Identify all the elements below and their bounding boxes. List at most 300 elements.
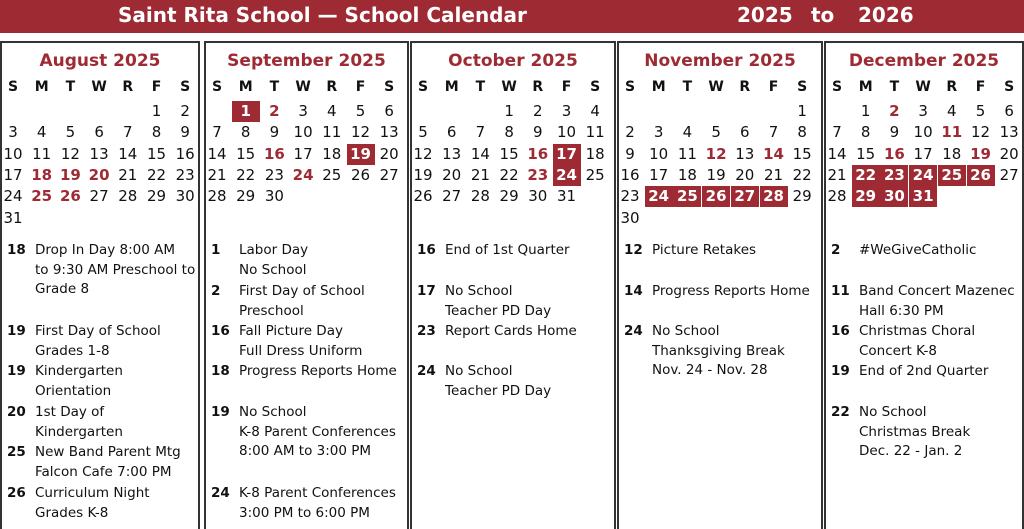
calendar-day: 26 bbox=[350, 165, 371, 184]
calendar-day: 9 bbox=[269, 123, 280, 142]
event-day-number: 2 bbox=[831, 242, 841, 258]
calendar-day: 5 bbox=[355, 102, 366, 120]
event-description bbox=[239, 484, 396, 523]
weekday-label: F bbox=[561, 79, 572, 95]
calendar-day: 2 bbox=[269, 102, 280, 120]
calendar-day: 20 bbox=[442, 165, 462, 184]
event-description bbox=[445, 282, 551, 321]
calendar-day: 30 bbox=[264, 187, 284, 206]
calendar-day: 5 bbox=[975, 102, 986, 120]
calendar-day: 22 bbox=[792, 165, 812, 184]
event-line: Curriculum Night bbox=[35, 485, 150, 501]
calendar-day: 12 bbox=[705, 144, 727, 163]
calendar-day: 30 bbox=[175, 187, 195, 206]
event-entry bbox=[211, 362, 397, 382]
weekday-label: T bbox=[682, 79, 693, 95]
event-entry bbox=[831, 282, 1015, 321]
calendar-day: 29 bbox=[499, 187, 519, 206]
weekday-label: T bbox=[475, 79, 486, 95]
weekday-label: R bbox=[739, 79, 751, 95]
event-day-number: 1 bbox=[211, 242, 221, 258]
calendar-day: 21 bbox=[207, 165, 227, 184]
event-line: No School bbox=[239, 404, 307, 420]
calendar-day: 22 bbox=[236, 165, 256, 184]
event-line: End of 1st Quarter bbox=[445, 242, 570, 258]
calendar-day: 22 bbox=[852, 165, 880, 186]
calendar-day: 7 bbox=[475, 123, 486, 142]
event-description bbox=[239, 282, 365, 321]
calendar-day: 20 bbox=[88, 165, 110, 184]
weekday-label: W bbox=[915, 79, 931, 95]
calendar-day: 1 bbox=[232, 101, 260, 122]
calendar-day: 18 bbox=[322, 144, 342, 163]
event-line: Grades K-8 bbox=[35, 504, 109, 521]
event-description bbox=[239, 322, 362, 361]
calendar-day: 23 bbox=[620, 187, 640, 206]
event-day-number: 24 bbox=[624, 323, 643, 339]
calendar-day: 7 bbox=[768, 123, 779, 142]
calendar-day: 17 bbox=[293, 144, 313, 163]
event-line: Christmas Break bbox=[859, 423, 971, 440]
calendar-day: 15 bbox=[792, 144, 812, 163]
calendar-day: 10 bbox=[3, 144, 23, 163]
year-start: 2025 bbox=[737, 3, 793, 27]
calendar-day: 16 bbox=[175, 144, 195, 163]
event-description bbox=[445, 322, 577, 342]
calendar-day: 6 bbox=[1004, 102, 1014, 120]
event-day-number: 16 bbox=[831, 323, 850, 339]
calendar-day: 11 bbox=[585, 123, 605, 142]
weekday-label: F bbox=[151, 79, 162, 95]
event-entry bbox=[211, 403, 396, 462]
weekday-label: S bbox=[211, 79, 223, 95]
event-day-number: 12 bbox=[624, 242, 643, 258]
event-entry bbox=[417, 362, 551, 401]
calendar-day: 31 bbox=[556, 187, 577, 206]
event-line: Preschool bbox=[239, 302, 304, 319]
event-day-number: 25 bbox=[7, 444, 26, 460]
calendar-day: 26 bbox=[59, 187, 81, 206]
event-entry bbox=[417, 322, 577, 342]
calendar-day: 13 bbox=[442, 144, 462, 163]
event-day-number: 18 bbox=[7, 242, 26, 258]
calendar-day: 6 bbox=[94, 123, 104, 142]
event-entry bbox=[7, 484, 150, 523]
weekday-label: S bbox=[590, 79, 601, 95]
calendar-day: 7 bbox=[212, 123, 222, 142]
event-day-number: 19 bbox=[7, 323, 26, 339]
calendar-header bbox=[0, 0, 1024, 33]
calendar-day: 23 bbox=[175, 165, 195, 184]
event-line: Concert K-8 bbox=[859, 342, 938, 359]
calendar-day: 22 bbox=[146, 165, 167, 184]
calendar-day: 2 bbox=[180, 102, 190, 120]
event-description bbox=[35, 403, 123, 442]
calendar-day: 10 bbox=[649, 144, 669, 163]
event-day-number: 18 bbox=[211, 363, 230, 379]
event-description bbox=[652, 241, 756, 261]
weekday-label: M bbox=[444, 79, 459, 95]
calendar-day: 27 bbox=[999, 165, 1019, 184]
calendar-day: 25 bbox=[31, 187, 53, 206]
calendar-day: 4 bbox=[947, 102, 957, 120]
event-entry bbox=[831, 322, 975, 361]
calendar-day: 26 bbox=[413, 187, 433, 206]
event-line: Progress Reports Home bbox=[652, 283, 810, 299]
event-line: First Day of School bbox=[35, 323, 161, 339]
calendar-day: 1 bbox=[504, 102, 514, 120]
calendar-day: 18 bbox=[677, 165, 697, 184]
event-line: Orientation bbox=[35, 382, 112, 399]
event-description bbox=[35, 241, 195, 300]
event-line: 8:00 AM to 3:00 PM bbox=[239, 443, 372, 459]
event-description bbox=[35, 484, 150, 523]
calendar-day: 19 bbox=[347, 144, 375, 165]
event-line: 1st Day of bbox=[35, 404, 105, 420]
calendar-day: 15 bbox=[856, 144, 876, 163]
calendar-day: 13 bbox=[999, 123, 1019, 142]
event-line: New Band Parent Mtg bbox=[35, 444, 181, 460]
event-entry bbox=[831, 362, 988, 382]
calendar-day: 25 bbox=[938, 165, 966, 186]
calendar-day: 27 bbox=[379, 165, 399, 184]
month-name: November 2025 bbox=[644, 51, 796, 71]
event-description bbox=[859, 241, 976, 261]
calendar-day: 23 bbox=[880, 165, 908, 186]
month-panel bbox=[617, 41, 823, 529]
event-description bbox=[239, 241, 308, 280]
calendar-day: 8 bbox=[504, 123, 514, 142]
calendar-day: 9 bbox=[889, 123, 900, 142]
calendar-day: 19 bbox=[59, 165, 81, 184]
event-line: Band Concert Mazenec bbox=[859, 283, 1015, 299]
event-day-number: 17 bbox=[417, 283, 436, 299]
event-entry bbox=[417, 241, 570, 261]
event-entry bbox=[7, 322, 161, 361]
calendar-day: 10 bbox=[293, 123, 313, 142]
month-name: September 2025 bbox=[227, 51, 386, 71]
event-line: Dec. 22 - Jan. 2 bbox=[859, 443, 963, 459]
event-line: First Day of School bbox=[239, 283, 365, 299]
event-line: Progress Reports Home bbox=[239, 363, 397, 379]
calendar-day: 18 bbox=[31, 165, 53, 184]
calendar-day: 14 bbox=[763, 144, 784, 163]
month-panel bbox=[0, 41, 200, 529]
event-day-number: 19 bbox=[211, 404, 230, 420]
calendar-day: 19 bbox=[706, 165, 726, 184]
calendar-day: 31 bbox=[3, 208, 23, 227]
month-name: December 2025 bbox=[848, 51, 1000, 71]
calendar-day: 13 bbox=[379, 123, 399, 142]
calendar-day: 29 bbox=[236, 187, 256, 206]
event-description bbox=[445, 241, 570, 261]
calendar-day: 24 bbox=[909, 165, 937, 186]
calendar-day: 21 bbox=[118, 165, 138, 184]
calendar-day: 26 bbox=[967, 165, 995, 186]
calendar-day: 5 bbox=[65, 123, 76, 142]
weekday-label: S bbox=[1004, 79, 1015, 95]
weekday-label: M bbox=[34, 79, 49, 95]
calendar-day: 16 bbox=[263, 144, 285, 163]
calendar-day: 24 bbox=[3, 187, 23, 206]
calendar-day: 2 bbox=[889, 102, 900, 120]
calendar-day: 29 bbox=[792, 187, 812, 206]
calendar-day: 10 bbox=[556, 123, 577, 142]
calendar-day: 24 bbox=[645, 186, 673, 207]
event-day-number: 26 bbox=[7, 485, 26, 501]
event-line: No School bbox=[445, 363, 513, 379]
calendar-day: 6 bbox=[384, 102, 394, 120]
calendar-day: 28 bbox=[118, 187, 138, 206]
event-day-number: 23 bbox=[417, 323, 436, 339]
event-day-number: 16 bbox=[211, 323, 230, 339]
event-day-number: 19 bbox=[7, 363, 26, 379]
calendar-day: 20 bbox=[379, 144, 399, 163]
event-day-number: 22 bbox=[831, 404, 850, 420]
event-entry bbox=[7, 362, 123, 401]
weekday-label: W bbox=[91, 79, 107, 95]
weekday-label: T bbox=[65, 79, 76, 95]
calendar-day: 8 bbox=[797, 123, 807, 142]
calendar-day: 4 bbox=[590, 102, 600, 120]
calendar-day: 3 bbox=[918, 102, 928, 120]
event-description bbox=[652, 282, 810, 302]
calendar-day: 12 bbox=[350, 123, 371, 142]
calendar-day: 19 bbox=[970, 144, 991, 163]
calendar-day: 15 bbox=[236, 144, 256, 163]
calendar-day: 24 bbox=[553, 165, 581, 186]
event-entry bbox=[624, 322, 785, 381]
calendar-day: 15 bbox=[499, 144, 519, 163]
calendar-day: 14 bbox=[118, 144, 138, 163]
calendar-day: 11 bbox=[941, 123, 963, 142]
calendar-day: 11 bbox=[677, 144, 697, 163]
calendar-day: 28 bbox=[207, 187, 227, 206]
event-line: Thanksgiving Break bbox=[652, 342, 785, 359]
calendar-day: 12 bbox=[60, 144, 80, 163]
calendar-day: 21 bbox=[827, 165, 847, 184]
calendar-day: 20 bbox=[735, 165, 755, 184]
calendar-day: 1 bbox=[860, 102, 871, 120]
calendar-day: 7 bbox=[123, 123, 133, 142]
event-line: Teacher PD Day bbox=[445, 382, 552, 399]
calendar-day: 14 bbox=[827, 144, 847, 163]
event-day-number: 2 bbox=[211, 283, 221, 299]
event-day-number: 11 bbox=[831, 283, 850, 299]
event-line: Falcon Cafe 7:00 PM bbox=[35, 463, 172, 480]
month-name: August 2025 bbox=[39, 51, 161, 71]
event-entry bbox=[624, 282, 810, 302]
calendar-day: 13 bbox=[89, 144, 109, 163]
event-line: K-8 Parent Conferences bbox=[239, 485, 396, 501]
event-entry bbox=[211, 241, 308, 280]
event-line: Kindergarten bbox=[35, 423, 123, 440]
event-day-number: 16 bbox=[417, 242, 436, 258]
calendar-day: 16 bbox=[883, 144, 905, 163]
calendar-day: 17 bbox=[553, 144, 581, 165]
event-line: Christmas Choral bbox=[859, 323, 976, 339]
event-line: Full Dress Uniform bbox=[239, 342, 363, 359]
calendar-day: 12 bbox=[413, 144, 433, 163]
calendar-day: 18 bbox=[942, 144, 962, 163]
calendar-day: 1 bbox=[797, 102, 807, 120]
calendar-day: 23 bbox=[527, 165, 549, 184]
weekday-label: R bbox=[532, 79, 544, 95]
weekday-label: M bbox=[858, 79, 873, 95]
weekday-label: W bbox=[708, 79, 724, 95]
weekday-label: T bbox=[269, 79, 280, 95]
calendar-day: 21 bbox=[763, 165, 784, 184]
event-line: Kindergarten bbox=[35, 363, 123, 379]
event-line: Report Cards Home bbox=[445, 323, 577, 339]
event-line: Labor Day bbox=[239, 242, 309, 258]
calendar-day: 16 bbox=[527, 144, 549, 163]
calendar-day: 27 bbox=[731, 186, 759, 207]
calendar-day: 21 bbox=[470, 165, 490, 184]
calendar-day: 4 bbox=[36, 123, 47, 142]
event-line: End of 2nd Quarter bbox=[859, 363, 989, 379]
calendar-day: 28 bbox=[827, 187, 847, 206]
calendar-day: 25 bbox=[585, 165, 605, 184]
event-entry bbox=[211, 484, 396, 523]
month-panel bbox=[410, 41, 616, 529]
calendar-day: 27 bbox=[442, 187, 462, 206]
event-line: K-8 Parent Conferences bbox=[239, 423, 396, 440]
weekday-label: S bbox=[180, 79, 191, 95]
calendar-day: 19 bbox=[413, 165, 433, 184]
event-line: 3:00 PM to 6:00 PM bbox=[239, 504, 370, 521]
calendar-day: 31 bbox=[909, 186, 937, 207]
weekday-label: S bbox=[417, 79, 429, 95]
weekday-label: S bbox=[831, 79, 843, 95]
month-panel bbox=[204, 41, 409, 529]
event-entry bbox=[417, 282, 551, 321]
event-description bbox=[35, 443, 181, 482]
event-day-number: 24 bbox=[417, 363, 436, 379]
weekday-label: F bbox=[355, 79, 366, 95]
event-description bbox=[239, 403, 396, 462]
calendar-day: 5 bbox=[418, 123, 428, 142]
calendar-day: 17 bbox=[913, 144, 933, 163]
calendar-day: 8 bbox=[151, 123, 162, 142]
calendar-day: 1 bbox=[151, 102, 162, 120]
calendar-day: 30 bbox=[880, 186, 908, 207]
calendar-day: 27 bbox=[89, 187, 109, 206]
event-line: No School bbox=[239, 261, 307, 278]
calendar-day: 9 bbox=[180, 123, 190, 142]
event-line: #WeGiveCatholic bbox=[859, 242, 977, 258]
event-day-number: 14 bbox=[624, 283, 643, 299]
months-container bbox=[0, 41, 1024, 529]
calendar-day: 25 bbox=[322, 165, 342, 184]
month-panel bbox=[824, 41, 1024, 529]
calendar-day: 17 bbox=[649, 165, 669, 184]
calendar-day: 9 bbox=[533, 123, 543, 142]
calendar-day: 14 bbox=[470, 144, 490, 163]
calendar-day: 15 bbox=[146, 144, 167, 163]
calendar-day: 20 bbox=[999, 144, 1019, 163]
weekday-label: S bbox=[384, 79, 395, 95]
event-description bbox=[859, 403, 970, 462]
calendar-day: 30 bbox=[528, 187, 548, 206]
year-separator: to bbox=[811, 3, 835, 27]
event-entry bbox=[7, 403, 123, 442]
calendar-day: 7 bbox=[832, 123, 842, 142]
calendar-day: 29 bbox=[852, 186, 880, 207]
event-line: Picture Retakes bbox=[652, 242, 757, 258]
calendar-day: 8 bbox=[240, 123, 251, 142]
event-entry bbox=[211, 322, 362, 361]
calendar-day: 10 bbox=[913, 123, 933, 142]
event-description bbox=[35, 322, 161, 361]
calendar-day: 3 bbox=[8, 123, 18, 142]
event-line: No School bbox=[652, 323, 720, 339]
event-entry bbox=[831, 241, 976, 261]
calendar-day: 4 bbox=[682, 123, 693, 142]
weekday-label: S bbox=[797, 79, 808, 95]
calendar-day: 28 bbox=[470, 187, 490, 206]
calendar-day: 11 bbox=[32, 144, 52, 163]
calendar-day: 22 bbox=[499, 165, 519, 184]
calendar-day: 23 bbox=[264, 165, 284, 184]
calendar-day: 6 bbox=[740, 123, 750, 142]
event-line: Grade 8 bbox=[35, 281, 90, 297]
event-description bbox=[445, 362, 551, 401]
event-description bbox=[859, 362, 988, 382]
event-line: Drop In Day 8:00 AM bbox=[35, 242, 176, 258]
weekday-label: R bbox=[946, 79, 958, 95]
event-description bbox=[652, 322, 785, 381]
weekday-label: S bbox=[7, 79, 19, 95]
event-day-number: 20 bbox=[7, 404, 26, 420]
calendar-day: 6 bbox=[446, 123, 457, 142]
page-title: Saint Rita School — School Calendar bbox=[118, 3, 527, 27]
event-entry bbox=[7, 443, 181, 482]
calendar-day: 9 bbox=[625, 144, 635, 163]
calendar-day: 18 bbox=[585, 144, 605, 163]
event-day-number: 19 bbox=[831, 363, 850, 379]
calendar-day: 3 bbox=[653, 123, 664, 142]
event-line: No School bbox=[859, 404, 927, 420]
calendar-day: 2 bbox=[533, 102, 543, 120]
event-day-number: 24 bbox=[211, 485, 230, 501]
weekday-label: F bbox=[768, 79, 779, 95]
event-line: No School bbox=[445, 283, 513, 299]
event-line: Nov. 24 - Nov. 28 bbox=[652, 362, 768, 378]
calendar-day: 30 bbox=[620, 208, 640, 227]
weekday-label: M bbox=[238, 79, 253, 95]
calendar-day: 28 bbox=[760, 186, 788, 207]
weekday-label: T bbox=[889, 79, 900, 95]
event-entry bbox=[7, 241, 195, 300]
event-description bbox=[859, 322, 975, 361]
weekday-label: R bbox=[122, 79, 134, 95]
calendar-day: 12 bbox=[970, 123, 991, 142]
event-line: Hall 6:30 PM bbox=[859, 302, 944, 319]
event-description bbox=[239, 362, 397, 382]
calendar-day: 3 bbox=[561, 102, 572, 120]
weekday-label: R bbox=[326, 79, 338, 95]
event-line: to 9:30 AM Preschool to bbox=[35, 261, 196, 278]
calendar-day: 16 bbox=[620, 165, 640, 184]
month-name: October 2025 bbox=[448, 51, 578, 71]
calendar-day: 8 bbox=[860, 123, 871, 142]
calendar-day: 25 bbox=[673, 186, 701, 207]
weekday-label: W bbox=[501, 79, 517, 95]
calendar-day: 14 bbox=[207, 144, 227, 163]
event-line: Teacher PD Day bbox=[445, 302, 552, 319]
weekday-label: S bbox=[624, 79, 636, 95]
